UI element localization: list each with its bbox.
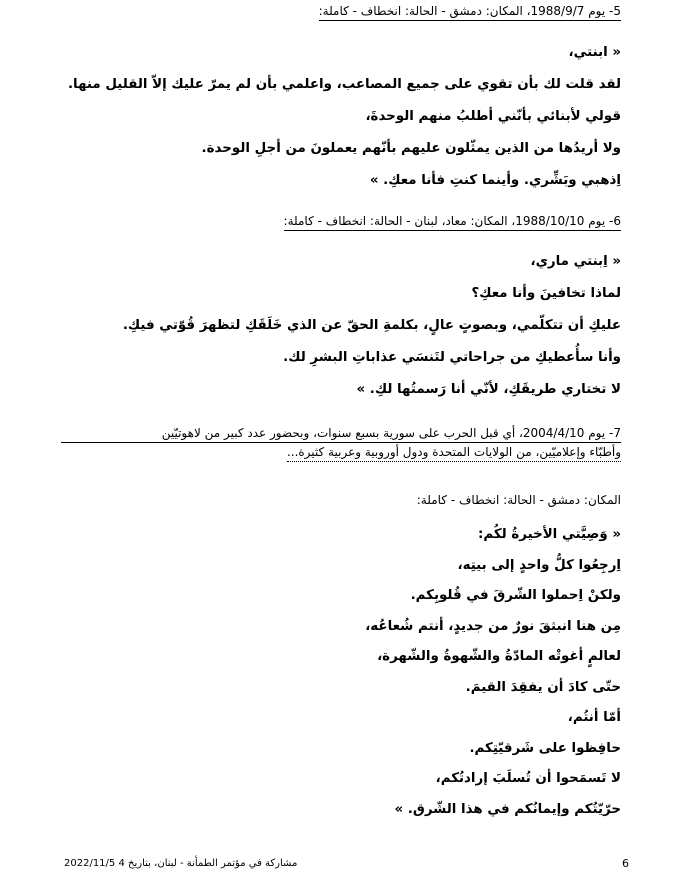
message-line: ولكنْ اِحملوا الشّرقَ في قُلوبِكم.	[410, 588, 621, 603]
message-line: لماذا تخافينَ وأنا معكِ؟	[471, 286, 621, 301]
message-line: حرّيّتُكم وإيمانُكم في هذا الشّرق. »	[394, 801, 621, 817]
message-line: اِذهبي وبَشِّري. وأينما كنتِ فأنا معكِ. »	[369, 173, 621, 188]
entry-7-intro-line: 7- يوم 2004/4/10، أي قبل الحرب على سورية بسبع سنوات، وبحضور عدد كبير من لاهوتيّين	[61, 424, 621, 443]
entry-6-message	[123, 246, 621, 406]
entry-5-message	[68, 37, 621, 197]
message-line: حتّى كادَ أن يفقِدَ القيمَ.	[465, 679, 621, 695]
page-number: 6	[622, 857, 629, 870]
message-line: أمّا أنتُم،	[567, 710, 621, 725]
footer-text: مشاركة في مؤتمر الطمأنة - لبنان، بتاريخ 4 2022/11/5	[64, 858, 298, 869]
entry-7-intro	[61, 424, 621, 462]
message-line: « وَصِيَّتي الأخيرةُ لكُم:	[478, 527, 621, 542]
entry-6-header: 6- يوم 1988/10/10، المكان: معاد، لبنان - الحالة: انخطاف - كاملة:	[284, 213, 621, 231]
message-line: لا تختاري طريقَكِ، لأنّي أنا رَسمتُها لكِ. »	[356, 382, 621, 397]
message-line: حافِظوا على شَرقيّتِكم.	[469, 740, 621, 756]
page-footer	[0, 856, 683, 872]
message-line: « اِبنتي ماري،	[530, 254, 621, 269]
entry-7-message	[365, 520, 621, 825]
message-line: مِن هنا انبثقَ نورٌ من جديدٍ، أنتم شُعاعُه،	[365, 618, 621, 634]
message-line: لعالمٍ أغوتْه المادّةُ والشّهوةُ والشّهرة،	[377, 649, 621, 664]
message-line: اِرجِعُوا كلُّ واحدٍ إلى بيتِه،	[457, 557, 621, 573]
entry-7-intro-line: وأطبّاء وإعلاميّين، من الولايات المتحدة ودول أوروبية وعربية كثيرة...	[287, 443, 621, 462]
message-line: ولا أريدُها من الذين يمثّلون عليهم بأنّهم يعملونَ من أجلِ الوحدة.	[201, 141, 621, 156]
message-line: لقد قلت لك بأن تقوي على جميع المصاعب، واعلمي بأن لم يمرّ عليك إلاّ القليل منها.	[67, 77, 621, 92]
message-line: وأنا سأُعطيكِ من جراحاتي لتَنسَي عذاباتِ البشرِ لك.	[283, 350, 621, 365]
message-line: عليكِ أن تتكلّمي، وبصوتٍ عالٍ، بكلمةِ الحقّ عن الذي خَلَقَكِ لتظهرَ قُوّتي فيكِ.	[122, 318, 621, 333]
message-line: لا تَسمَحوا أن تُسلَبَ إرادتُكم،	[435, 771, 621, 786]
entry-7-header: المكان: دمشق - الحالة: انخطاف - كاملة:	[416, 493, 621, 507]
entry-5-header: 5- يوم 1988/9/7، المكان: دمشق - الحالة: انخطاف - كاملة:	[319, 3, 621, 21]
message-line: « ابنتي،	[568, 45, 621, 60]
message-line: قولي لأبنائي بأنّني أطلبُ منهم الوحدةَ،	[365, 109, 621, 124]
